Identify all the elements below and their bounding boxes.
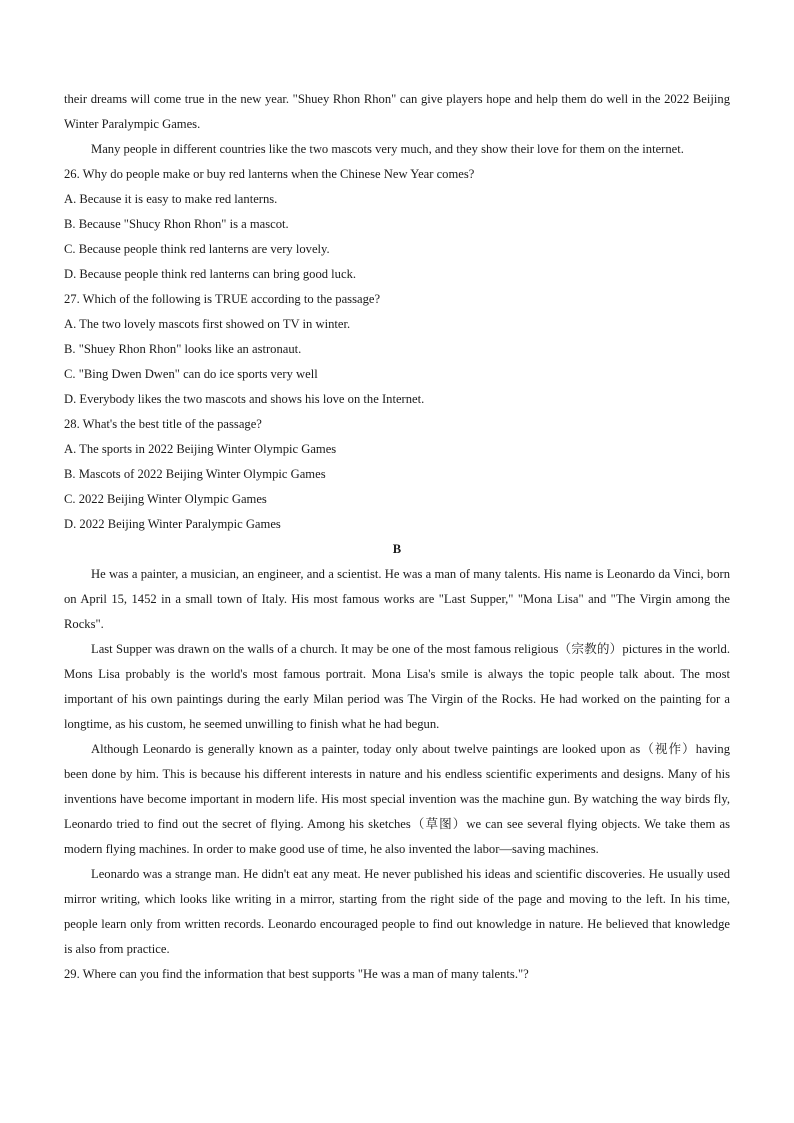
passage-a-paragraph: their dreams will come true in the new year. "Shuey Rhon Rhon" can give players hope and help them do well in the 2022 Beijing Winter Paralympic Games.	[64, 92, 730, 131]
passage-b-paragraph: He was a painter, a musician, an engineer, and a scientist. He was a man of many talents. His name is Leonardo da Vinci, born on April 15, 1452 in a small town of Italy. His most famous works are "Last Supper," "Mona Lisa" and "The Virgin among the Rocks".	[64, 567, 730, 631]
question-27	[64, 287, 730, 412]
passage-b-paragraph: Although Leonardo is generally known as a painter, today only about twelve paintings are looked upon as（视作）having been done by him. This is because his different interests in nature and his endless scientific experiments and designs. Many of his inventions have become important in modern life. His most special invention was the machine gun. By watching the way birds fly, Leonardo tried to find out the secret of flying. Among his sketches（草图）we can see several flying objects. We take them as modern flying machines. In order to make good use of time, he also invented the labor—saving machines.	[64, 742, 730, 856]
answer-option-b: B. Because "Shucy Rhon Rhon" is a mascot.	[64, 217, 289, 231]
question-stem: 28. What's the best title of the passage?	[64, 417, 262, 431]
section-heading: B	[392, 542, 402, 556]
passage-a-paragraph: Many people in different countries like the two mascots very much, and they show their love for them on the internet.	[91, 142, 684, 156]
answer-option-a: A. The sports in 2022 Beijing Winter Olympic Games	[64, 442, 337, 456]
question-28	[64, 412, 730, 537]
question-stem: 26. Why do people make or buy red lanterns when the Chinese New Year comes?	[64, 167, 475, 181]
question-26	[64, 162, 730, 287]
answer-option-a: A. Because it is easy to make red lanterns.	[64, 192, 278, 206]
question-stem: 29. Where can you find the information that best supports "He was a man of many talents."?	[64, 967, 529, 981]
answer-option-d: D. Because people think red lanterns can bring good luck.	[64, 267, 357, 281]
answer-option-c: C. 2022 Beijing Winter Olympic Games	[64, 492, 267, 506]
passage-b-paragraph: Last Supper was drawn on the walls of a church. It may be one of the most famous religious（宗教的）pictures in the world. Mons Lisa probably is the world's most famous portrait. Mona Lisa's smile is always the topic people talk about. The most important of his own paintings during the early Milan period was The Virgin of the Rocks. He had worked on the painting for a longtime, as his custom, he seemed unwilling to finish what he had begun.	[64, 642, 730, 731]
answer-option-b: B. Mascots of 2022 Beijing Winter Olympic Games	[64, 467, 326, 481]
passage-b-paragraph: Leonardo was a strange man. He didn't eat any meat. He never published his ideas and scientific discoveries. He usually used mirror writing, which looks like writing in a mirror, starting from the right side of the page and moving to the left. In his time, people learn only from written records. Leonardo encouraged people to find out knowledge in nature. He believed that knowledge is also from practice.	[64, 867, 730, 956]
answer-option-b: B. "Shuey Rhon Rhon" looks like an astronaut.	[64, 342, 302, 356]
question-stem: 27. Which of the following is TRUE according to the passage?	[64, 292, 381, 306]
answer-option-d: D. 2022 Beijing Winter Paralympic Games	[64, 517, 281, 531]
answer-option-c: C. Because people think red lanterns are very lovely.	[64, 242, 330, 256]
answer-option-a: A. The two lovely mascots first showed on TV in winter.	[64, 317, 351, 331]
answer-option-c: C. "Bing Dwen Dwen" can do ice sports very well	[64, 367, 318, 381]
document-page	[64, 87, 730, 987]
question-29	[64, 962, 730, 987]
answer-option-d: D. Everybody likes the two mascots and shows his love on the Internet.	[64, 392, 425, 406]
